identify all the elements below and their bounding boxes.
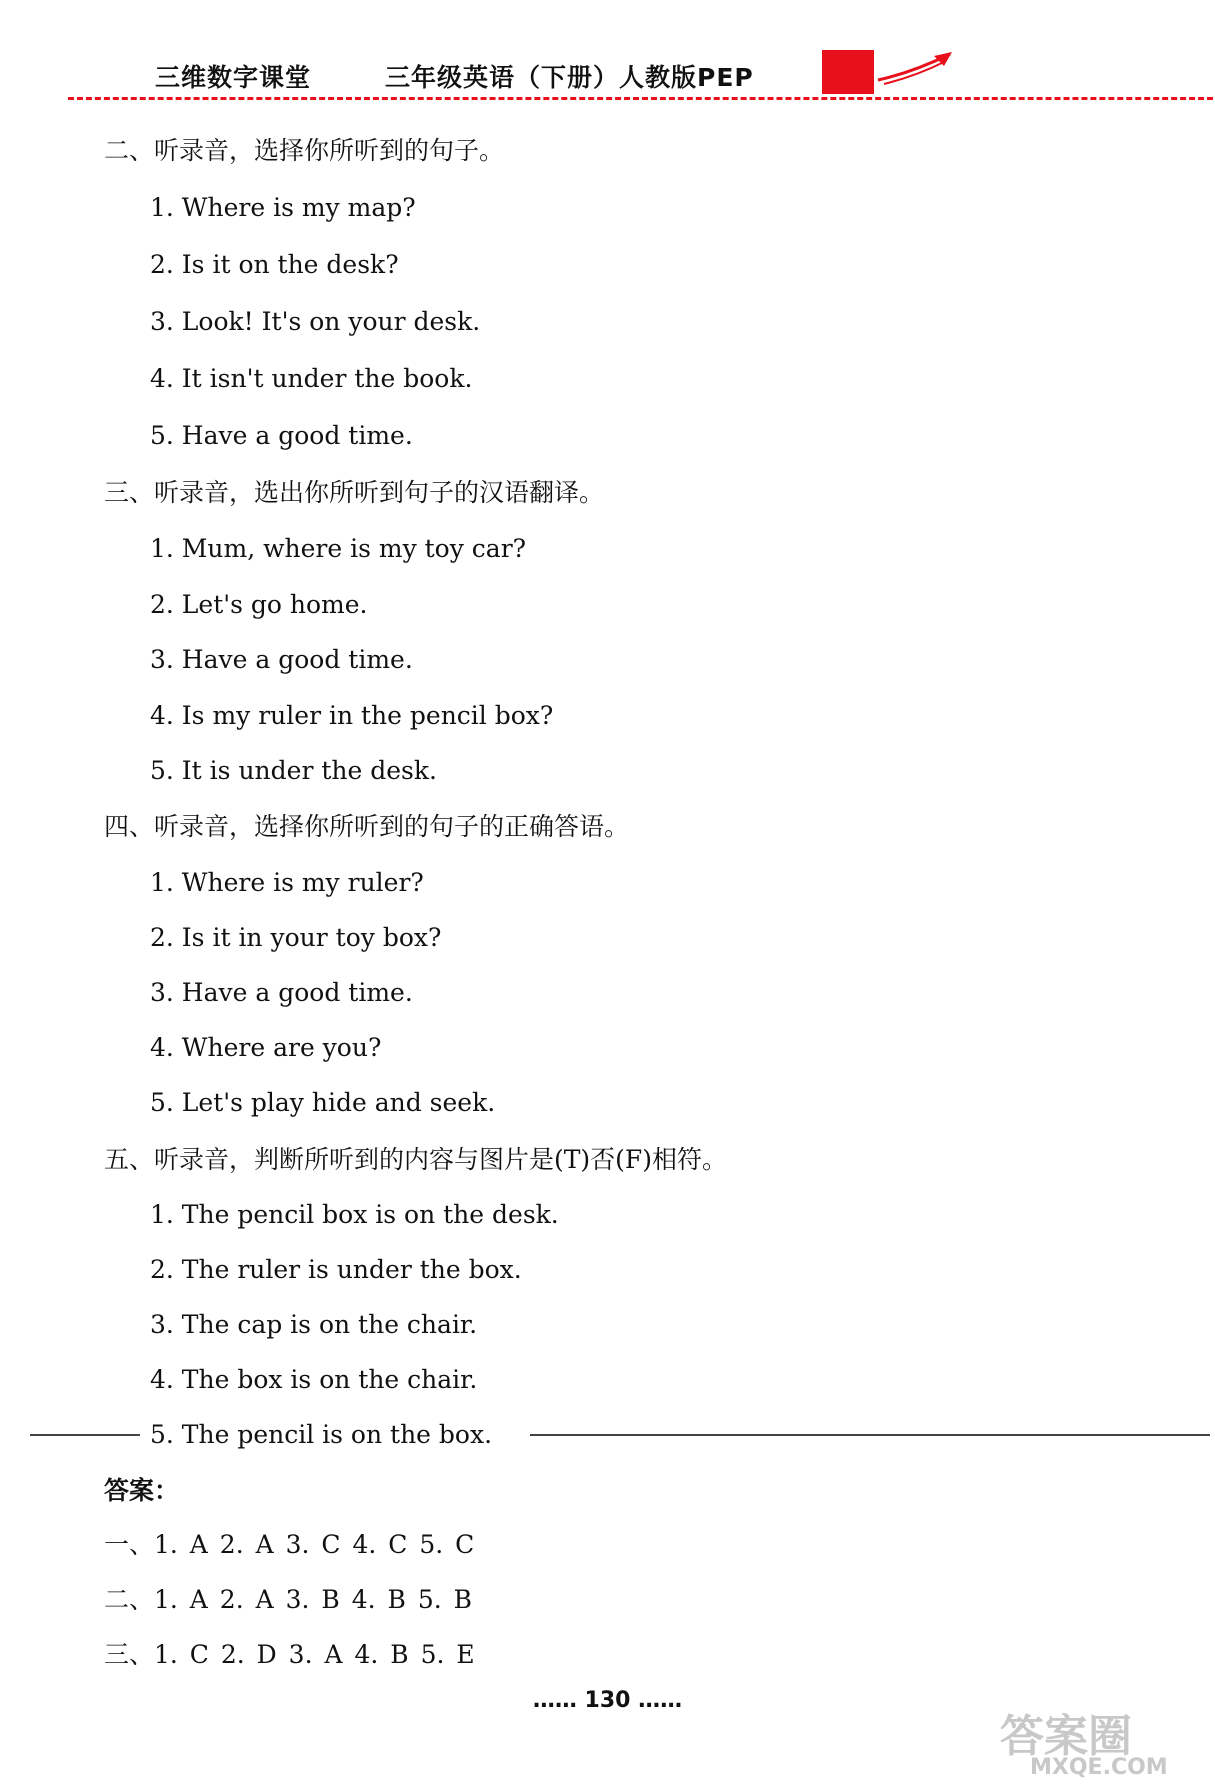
divider-left — [30, 1434, 140, 1436]
answer-row: 三、1. C 2. D 3. A 4. B 5. E — [104, 1640, 475, 1669]
list-item: 3. Have a good time. — [150, 645, 413, 674]
list-item: 3. The cap is on the chair. — [150, 1310, 478, 1339]
header-red-block — [822, 50, 874, 94]
book-title: 三年级英语（下册）人教版PEP — [385, 63, 754, 92]
list-item: 2. Let's go home. — [150, 590, 368, 619]
list-item: 2. Is it on the desk? — [150, 250, 399, 279]
answer-row: 二、1. A 2. A 3. B 4. B 5. B — [104, 1585, 473, 1614]
page-header — [0, 0, 1215, 110]
list-item: 1. Mum, where is my toy car? — [150, 534, 527, 563]
list-item: 3. Look! It's on your desk. — [150, 307, 481, 336]
list-item: 2. The ruler is under the box. — [150, 1255, 522, 1284]
series-title: 三维数字课堂 — [155, 63, 312, 92]
list-item: 4. Where are you? — [150, 1033, 382, 1062]
list-item: 1. The pencil box is on the desk. — [150, 1200, 559, 1229]
page-number: …… 130 …… — [532, 1688, 683, 1713]
list-item: 5. The pencil is on the box. — [150, 1420, 493, 1449]
list-item: 4. It isn't under the book. — [150, 364, 473, 393]
list-item: 1. Where is my map? — [150, 193, 416, 222]
list-item: 2. Is it in your toy box? — [150, 923, 442, 952]
divider-right — [530, 1434, 1210, 1436]
list-item: 5. Have a good time. — [150, 421, 413, 450]
header-dashed-rule — [68, 97, 1213, 100]
watermark-logo: 答案圈 — [1000, 1711, 1132, 1762]
rocket-icon — [874, 50, 954, 90]
answer-row: 一、1. A 2. A 3. C 4. C 5. C — [104, 1530, 475, 1559]
section-heading: 四、听录音，选择你所听到的句子的正确答语。 — [104, 812, 630, 841]
list-item: 4. Is my ruler in the pencil box? — [150, 701, 554, 730]
section-heading: 二、听录音，选择你所听到的句子。 — [104, 136, 505, 165]
watermark-url: MXQE.COM — [1030, 1755, 1168, 1780]
answers-title: 答案： — [104, 1476, 180, 1505]
list-item: 3. Have a good time. — [150, 978, 413, 1007]
section-heading: 五、听录音，判断所听到的内容与图片是(T)否(F)相符。 — [104, 1145, 728, 1174]
list-item: 4. The box is on the chair. — [150, 1365, 478, 1394]
list-item: 5. It is under the desk. — [150, 756, 437, 785]
section-heading: 三、听录音，选出你所听到句子的汉语翻译。 — [104, 478, 605, 507]
list-item: 5. Let's play hide and seek. — [150, 1088, 496, 1117]
list-item: 1. Where is my ruler? — [150, 868, 424, 897]
